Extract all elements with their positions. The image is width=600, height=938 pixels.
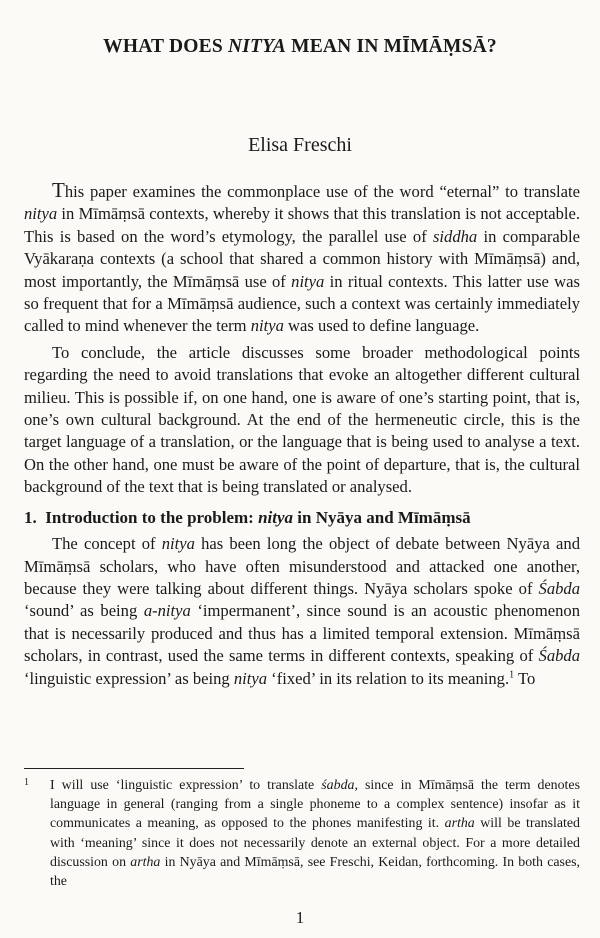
- italic-term: Śabda: [538, 646, 580, 666]
- heading-text: Introduction to the problem:: [45, 507, 259, 527]
- text-run: has been long the object of debate between Nyāya and Mīmāṃsā scholars, who have often misunderstood and attacked one another, because they were talking about different things. Nyāya scholars spoke of: [24, 534, 580, 598]
- heading-text-end: in Nyāya and Mīmāṃsā: [293, 507, 471, 527]
- page-number: 1: [295, 908, 305, 927]
- section-number: 1.: [24, 507, 37, 527]
- text-run: ‘sound’ as being: [24, 601, 144, 621]
- text-run: ‘linguistic expression’ as being: [24, 668, 234, 688]
- text-run: I will use ‘linguistic expression’ to translate: [50, 778, 322, 793]
- text-run: To: [514, 668, 536, 688]
- body-text: [24, 179, 580, 694]
- italic-term: nitya: [233, 668, 268, 688]
- italic-term: nitya: [291, 271, 325, 291]
- text-run: in Mīmāṃsā contexts, whereby it shows that this translation is not acceptable. This is based on the word’s etymology, the parallel use of: [24, 204, 580, 246]
- text-run: his paper examines the commonplace use of the word “eternal” to translate: [64, 182, 580, 201]
- title-text: WHAT DOES: [103, 36, 228, 57]
- text-run: in ritual contexts. This latter use was so frequent that for a Mīmāṃsā audience, such a context was certainly immediately called to mind whenever the term: [24, 271, 580, 336]
- footnote-rule: [24, 768, 244, 769]
- footnote-text: [50, 776, 580, 891]
- footnote: [24, 776, 580, 891]
- text-run: was used to define language.: [283, 316, 480, 336]
- italic-term: artha: [444, 816, 475, 832]
- footnote-marker: 1: [509, 669, 515, 680]
- abstract-paragraph-2: To conclude, the article discusses some broader methodological points regarding the need to avoid translations that evoke an altogether different cultural milieu. This is possible if, on one hand, one is aware of one’s starting point, that is, one’s own cultural background. At the end of the hermeneutic circle, this is the target language of a translation, or the language that is being used to analyse a text. On the other hand, one must be aware of the point of departure, that is, the cultural background of the text that is being translated or analysed.: [24, 342, 580, 497]
- title-text-end: MEAN IN MĪMĀṂSĀ?: [286, 36, 497, 57]
- abstract-paragraph-1: [24, 179, 580, 338]
- italic-term: nitya: [250, 316, 284, 336]
- heading-emphasis: nitya: [258, 507, 294, 527]
- text-run: will be translated with ‘meaning’ since it does not necessarily denote an external object. For a more detailed discussion on: [50, 816, 580, 870]
- title-emphasis: NITYA: [227, 36, 287, 57]
- drop-cap: T: [52, 178, 65, 202]
- italic-term: nitya: [24, 204, 58, 224]
- italic-term: nitya: [161, 534, 195, 554]
- text-run: in comparable Vyākaraṇa contexts (a school that shared a common history with Mīmāṃsā) and, most importantly, the Mīmāṃsā use of: [24, 226, 581, 291]
- text-run: , since in Mīmāṃsā the term denotes language in general (ranging from a single phoneme to a complex sentence) insofar as it communicates a meaning, as opposed to the phones manifesting it.: [50, 778, 580, 832]
- paper-title: [0, 36, 600, 58]
- text-run: ‘impermanent’, since sound is an acoustic phenomenon that is necessarily produced and thus has a limited temporal extension. Mīmāṃsā scholars, in contrast, used the same terms in different contexts, speaking of: [24, 601, 580, 666]
- author-name: Elisa Freschi: [248, 134, 352, 156]
- section-heading: [24, 507, 580, 529]
- section-paragraph: [24, 533, 580, 690]
- footnote-number: 1: [24, 777, 29, 788]
- italic-term: Śabda: [538, 578, 580, 598]
- italic-term: artha: [130, 854, 161, 870]
- italic-term: śabda: [321, 778, 355, 793]
- text-run: The concept of: [52, 534, 162, 554]
- italic-term: a-nitya: [143, 601, 191, 621]
- text-run: ‘fixed’ in its relation to its meaning.: [267, 668, 510, 688]
- italic-term: siddha: [432, 226, 478, 246]
- text-run: in Nyāya and Mīmāṃsā, see Freschi, Keidan, forthcoming. In both cases, the: [50, 854, 580, 890]
